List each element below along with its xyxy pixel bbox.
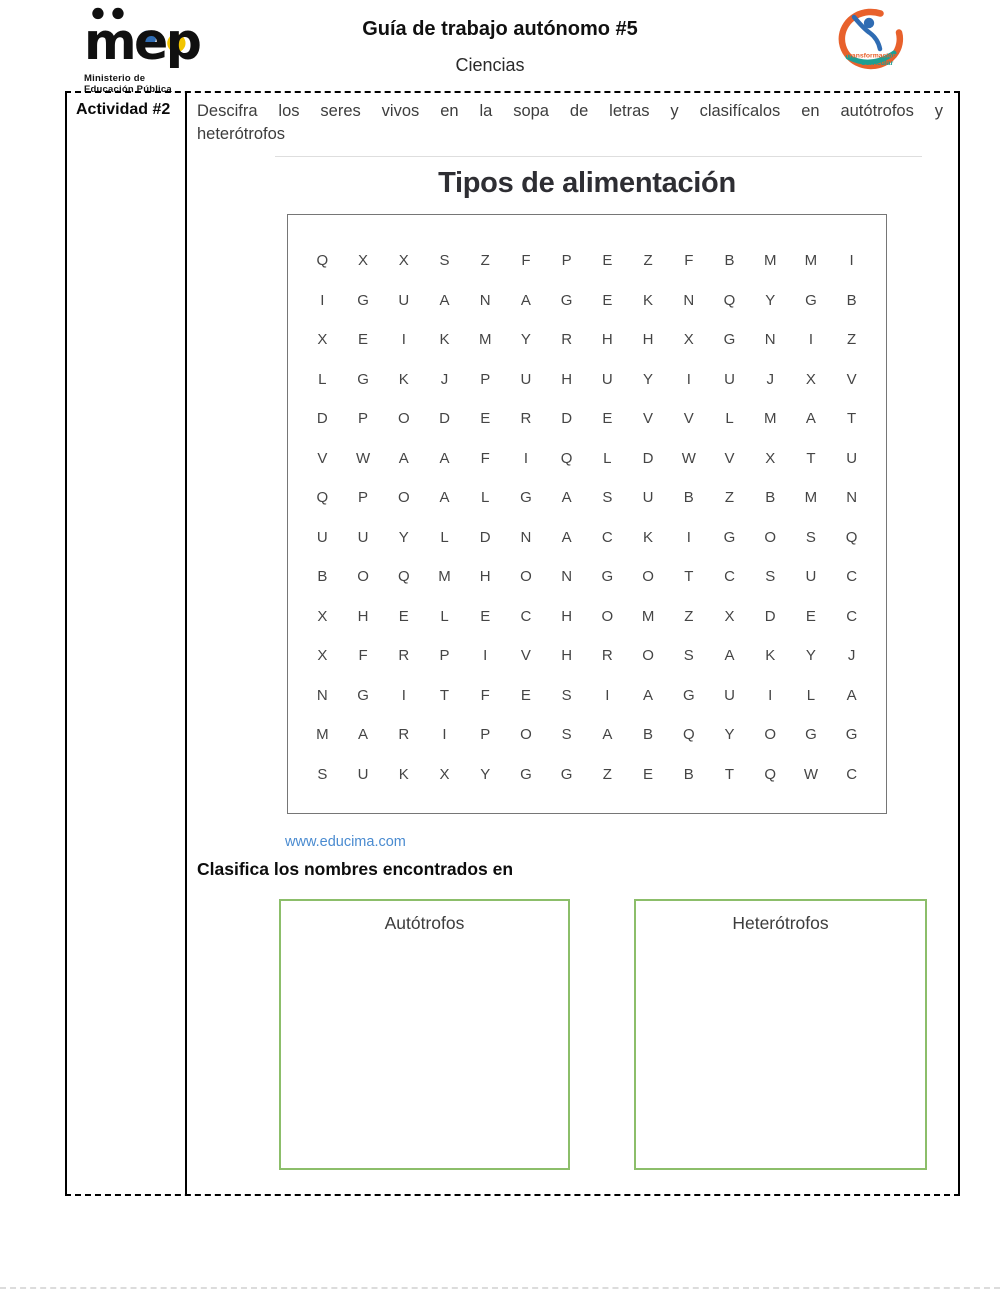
wordsearch-title: Tipos de alimentación bbox=[438, 167, 736, 199]
grid-letter: Y bbox=[724, 726, 735, 744]
grid-letter: V bbox=[317, 449, 328, 467]
grid-letter: R bbox=[398, 647, 410, 665]
grid-letter: E bbox=[602, 252, 613, 270]
educima-link[interactable]: www.educima.com bbox=[285, 834, 406, 850]
grid-letter: Q bbox=[316, 252, 329, 270]
grid-letter: R bbox=[561, 331, 573, 349]
grid-letter: Z bbox=[847, 331, 857, 349]
grid-letter: C bbox=[601, 528, 613, 546]
activity-content bbox=[189, 93, 958, 1194]
grid-letter: G bbox=[805, 726, 817, 744]
grid-letter: A bbox=[602, 726, 613, 744]
grid-letter: G bbox=[723, 528, 736, 546]
grid-letter: I bbox=[686, 528, 691, 546]
grid-letter: M bbox=[438, 568, 451, 586]
grid-letter: D bbox=[439, 410, 450, 428]
grid-letter: S bbox=[561, 726, 572, 744]
grid-letter: O bbox=[642, 647, 654, 665]
autotrofos-answer-box[interactable] bbox=[279, 899, 570, 1170]
grid-letter: C bbox=[846, 568, 858, 586]
grid-letter: C bbox=[520, 607, 532, 625]
mep-subtitle-line2: Educación Pública bbox=[84, 84, 172, 96]
grid-letter: Y bbox=[520, 331, 531, 349]
grid-letter: Q bbox=[764, 765, 777, 783]
grid-letter: P bbox=[561, 252, 572, 270]
grid-letter: G bbox=[682, 686, 695, 704]
grid-letter: G bbox=[723, 331, 736, 349]
grid-letter: Z bbox=[643, 252, 653, 270]
grid-letter: A bbox=[398, 449, 409, 467]
grid-letter: K bbox=[643, 291, 654, 309]
grid-letter: K bbox=[398, 765, 409, 783]
grid-letter: I bbox=[320, 291, 325, 309]
grid-letter: B bbox=[724, 252, 735, 270]
grid-letter: X bbox=[724, 607, 735, 625]
grid-letter: X bbox=[439, 765, 450, 783]
grid-letter: T bbox=[806, 449, 816, 467]
grid-letter: F bbox=[480, 449, 490, 467]
grid-letter: D bbox=[561, 410, 573, 428]
grid-letter: M bbox=[316, 726, 329, 744]
grid-letter: D bbox=[642, 449, 654, 467]
svg-text:mep: mep bbox=[84, 11, 200, 68]
grid-letter: E bbox=[805, 607, 816, 625]
grid-letter: F bbox=[480, 686, 490, 704]
grid-letter: Y bbox=[480, 765, 491, 783]
grid-letter: W bbox=[681, 449, 696, 467]
grid-letter: A bbox=[439, 449, 450, 467]
grid-letter: O bbox=[642, 568, 654, 586]
grid-letter: F bbox=[521, 252, 531, 270]
grid-letter: Y bbox=[643, 370, 654, 388]
grid-letter: A bbox=[724, 647, 735, 665]
grid-letter: Q bbox=[397, 568, 410, 586]
grid-letter: E bbox=[480, 607, 491, 625]
grid-letter: O bbox=[601, 607, 614, 625]
transformacion-curricular-logo bbox=[833, 6, 909, 78]
grid-letter: X bbox=[765, 449, 776, 467]
grid-letter: T bbox=[847, 410, 857, 428]
heterotrofos-answer-box[interactable] bbox=[634, 899, 927, 1170]
grid-letter: O bbox=[357, 568, 369, 586]
grid-letter: Y bbox=[765, 291, 776, 309]
grid-letter: P bbox=[439, 647, 450, 665]
grid-letter: S bbox=[805, 528, 816, 546]
grid-letter: S bbox=[683, 647, 694, 665]
grid-letter: I bbox=[523, 449, 528, 467]
grid-letter: A bbox=[561, 528, 572, 546]
grid-letter: L bbox=[725, 410, 734, 428]
grid-letter: H bbox=[357, 607, 369, 625]
grid-letter: H bbox=[561, 607, 573, 625]
grid-letter: Z bbox=[684, 607, 694, 625]
grid-letter: U bbox=[805, 568, 817, 586]
grid-letter: N bbox=[764, 331, 776, 349]
grid-letter: K bbox=[439, 331, 450, 349]
grid-letter: I bbox=[605, 686, 610, 704]
grid-letter: U bbox=[398, 291, 410, 309]
grid-letter: H bbox=[561, 647, 573, 665]
grid-letter: H bbox=[561, 370, 573, 388]
grid-letter: I bbox=[808, 331, 813, 349]
grid-letter: W bbox=[803, 765, 818, 783]
grid-letter: U bbox=[601, 370, 613, 388]
grid-letter: A bbox=[805, 410, 816, 428]
grid-letter: N bbox=[316, 686, 328, 704]
grid-letter: Z bbox=[724, 489, 735, 507]
grid-letter: O bbox=[764, 726, 777, 744]
grid-letter: A bbox=[358, 726, 369, 744]
grid-letter: I bbox=[442, 726, 447, 744]
grid-letter: A bbox=[439, 489, 450, 507]
grid-letter: E bbox=[602, 410, 613, 428]
grid-letter: N bbox=[479, 291, 491, 309]
grid-letter: F bbox=[358, 647, 368, 665]
grid-letter: P bbox=[480, 370, 491, 388]
grid-letter: O bbox=[520, 568, 532, 586]
tc-logo-text-line2: Curricular bbox=[860, 60, 894, 67]
page-title: Guía de trabajo autónomo #5 bbox=[362, 18, 638, 40]
wordsearch-box bbox=[287, 214, 887, 814]
grid-letter: I bbox=[686, 370, 691, 388]
grid-letter: I bbox=[401, 331, 406, 349]
grid-letter: T bbox=[439, 686, 450, 704]
grid-letter: A bbox=[520, 291, 531, 309]
grid-letter: G bbox=[357, 291, 369, 309]
grid-letter: X bbox=[398, 252, 409, 270]
grid-letter: E bbox=[480, 410, 491, 428]
autotrofos-label: Autótrofos bbox=[384, 913, 465, 933]
grid-letter: Q bbox=[316, 489, 329, 507]
grid-letter: H bbox=[601, 331, 613, 349]
grid-letter: G bbox=[560, 291, 573, 309]
mep-logo bbox=[84, 6, 214, 95]
wordsearch-grid bbox=[288, 215, 886, 794]
grid-letter: E bbox=[520, 686, 531, 704]
grid-letter: F bbox=[684, 252, 694, 270]
grid-letter: B bbox=[765, 489, 776, 507]
grid-letter: M bbox=[804, 489, 818, 507]
grid-letter: D bbox=[479, 528, 491, 546]
grid-letter: B bbox=[846, 291, 857, 309]
grid-letter: E bbox=[643, 765, 654, 783]
grid-letter: H bbox=[479, 568, 491, 586]
grid-letter: D bbox=[316, 410, 328, 428]
grid-letter: P bbox=[358, 489, 369, 507]
grid-letter: X bbox=[805, 370, 816, 388]
instruction-line-1: Descifra los seres vivos en la sopa de letras y clasifícalos en autótrofos y bbox=[197, 102, 943, 120]
grid-letter: P bbox=[480, 726, 491, 744]
activity-label-cell bbox=[67, 93, 187, 1194]
grid-letter: Q bbox=[682, 726, 695, 744]
mep-logo-graphic bbox=[84, 6, 206, 68]
grid-letter: Q bbox=[845, 528, 858, 546]
worksheet-image-top-edge bbox=[275, 156, 922, 157]
grid-letter: P bbox=[358, 410, 369, 428]
grid-letter: I bbox=[401, 686, 406, 704]
grid-letter: Z bbox=[480, 252, 490, 270]
grid-letter: E bbox=[398, 607, 409, 625]
grid-letter: N bbox=[846, 489, 858, 507]
grid-letter: E bbox=[358, 331, 369, 349]
heterotrofos-label: Heterótrofos bbox=[732, 913, 829, 933]
grid-letter: I bbox=[849, 252, 854, 270]
grid-letter: A bbox=[561, 489, 572, 507]
grid-letter: L bbox=[440, 528, 449, 546]
grid-letter: V bbox=[643, 410, 654, 428]
grid-letter: A bbox=[846, 686, 857, 704]
grid-letter: Y bbox=[805, 647, 816, 665]
grid-letter: Q bbox=[723, 291, 736, 309]
grid-letter: J bbox=[847, 647, 856, 665]
grid-letter: V bbox=[683, 410, 694, 428]
grid-letter: Z bbox=[602, 765, 612, 783]
grid-letter: S bbox=[602, 489, 613, 507]
grid-letter: U bbox=[316, 528, 328, 546]
grid-letter: B bbox=[643, 726, 654, 744]
grid-letter: K bbox=[765, 647, 776, 665]
activity-instruction bbox=[197, 100, 943, 146]
grid-letter: G bbox=[601, 568, 614, 586]
tc-logo-text-line1: Transformación bbox=[845, 52, 897, 60]
grid-letter: G bbox=[805, 291, 817, 309]
grid-letter: L bbox=[440, 607, 449, 625]
grid-letter: L bbox=[318, 370, 327, 388]
grid-letter: C bbox=[846, 765, 858, 783]
grid-letter: S bbox=[439, 252, 450, 270]
grid-letter: S bbox=[765, 568, 776, 586]
page-bottom-divider bbox=[0, 1287, 1000, 1289]
grid-letter: N bbox=[520, 528, 532, 546]
instruction-line-2: heterótrofos bbox=[197, 124, 286, 143]
grid-letter: D bbox=[764, 607, 776, 625]
grid-letter: M bbox=[641, 607, 655, 625]
grid-letter: N bbox=[561, 568, 573, 586]
grid-letter: E bbox=[602, 291, 613, 309]
grid-letter: G bbox=[357, 370, 369, 388]
transformacion-curricular-graphic bbox=[833, 6, 909, 78]
grid-letter: A bbox=[439, 291, 450, 309]
grid-letter: I bbox=[483, 647, 488, 665]
grid-letter: M bbox=[763, 252, 777, 270]
grid-letter: C bbox=[724, 568, 735, 586]
grid-letter: N bbox=[683, 291, 695, 309]
grid-letter: B bbox=[683, 489, 694, 507]
grid-letter: G bbox=[520, 489, 532, 507]
grid-letter: C bbox=[846, 607, 858, 625]
grid-letter: H bbox=[642, 331, 654, 349]
mep-subtitle-line1: Ministerio de bbox=[84, 73, 146, 84]
grid-letter: O bbox=[397, 410, 410, 428]
activity-label: Actividad #2 bbox=[76, 101, 171, 118]
grid-letter: M bbox=[478, 331, 492, 349]
grid-letter: V bbox=[846, 370, 857, 388]
grid-letter: T bbox=[684, 568, 694, 586]
grid-letter: S bbox=[317, 765, 328, 783]
grid-letter: V bbox=[724, 449, 735, 467]
grid-letter: U bbox=[724, 686, 735, 704]
grid-letter: O bbox=[764, 528, 777, 546]
grid-letter: O bbox=[520, 726, 532, 744]
grid-letter: O bbox=[397, 489, 410, 507]
grid-letter: Q bbox=[560, 449, 573, 467]
grid-letter: X bbox=[358, 252, 369, 270]
grid-letter: J bbox=[766, 370, 774, 388]
grid-letter: U bbox=[642, 489, 654, 507]
grid-letter: U bbox=[846, 449, 858, 467]
grid-letter: V bbox=[520, 647, 531, 665]
grid-letter: U bbox=[724, 370, 735, 388]
grid-letter: M bbox=[763, 410, 777, 428]
grid-letter: S bbox=[561, 686, 572, 704]
grid-letter: X bbox=[317, 331, 328, 349]
grid-letter: M bbox=[804, 252, 818, 270]
grid-letter: T bbox=[724, 765, 735, 783]
grid-letter: X bbox=[683, 331, 694, 349]
grid-letter: G bbox=[560, 765, 573, 783]
grid-letter: G bbox=[845, 726, 858, 744]
grid-letter: G bbox=[520, 765, 532, 783]
grid-letter: L bbox=[806, 686, 816, 704]
grid-letter: U bbox=[357, 528, 369, 546]
grid-letter: B bbox=[683, 765, 694, 783]
subject-title: Ciencias bbox=[455, 55, 525, 75]
grid-letter: R bbox=[520, 410, 532, 428]
grid-letter: X bbox=[317, 607, 328, 625]
grid-letter: L bbox=[603, 449, 612, 467]
grid-letter: A bbox=[643, 686, 654, 704]
grid-letter: Y bbox=[398, 528, 409, 546]
grid-letter: G bbox=[357, 686, 369, 704]
grid-letter: B bbox=[317, 568, 328, 586]
grid-letter: J bbox=[440, 370, 449, 388]
grid-letter: L bbox=[481, 489, 490, 507]
grid-letter: U bbox=[357, 765, 369, 783]
grid-letter: K bbox=[643, 528, 654, 546]
grid-letter: R bbox=[398, 726, 410, 744]
grid-letter: X bbox=[317, 647, 328, 665]
grid-letter: I bbox=[768, 686, 773, 704]
activity-table bbox=[65, 91, 960, 1196]
classify-heading: Clasifica los nombres encontrados en bbox=[197, 859, 514, 879]
grid-letter: K bbox=[398, 370, 409, 388]
grid-letter: U bbox=[520, 370, 532, 388]
grid-letter: R bbox=[601, 647, 613, 665]
grid-letter: W bbox=[355, 449, 371, 467]
